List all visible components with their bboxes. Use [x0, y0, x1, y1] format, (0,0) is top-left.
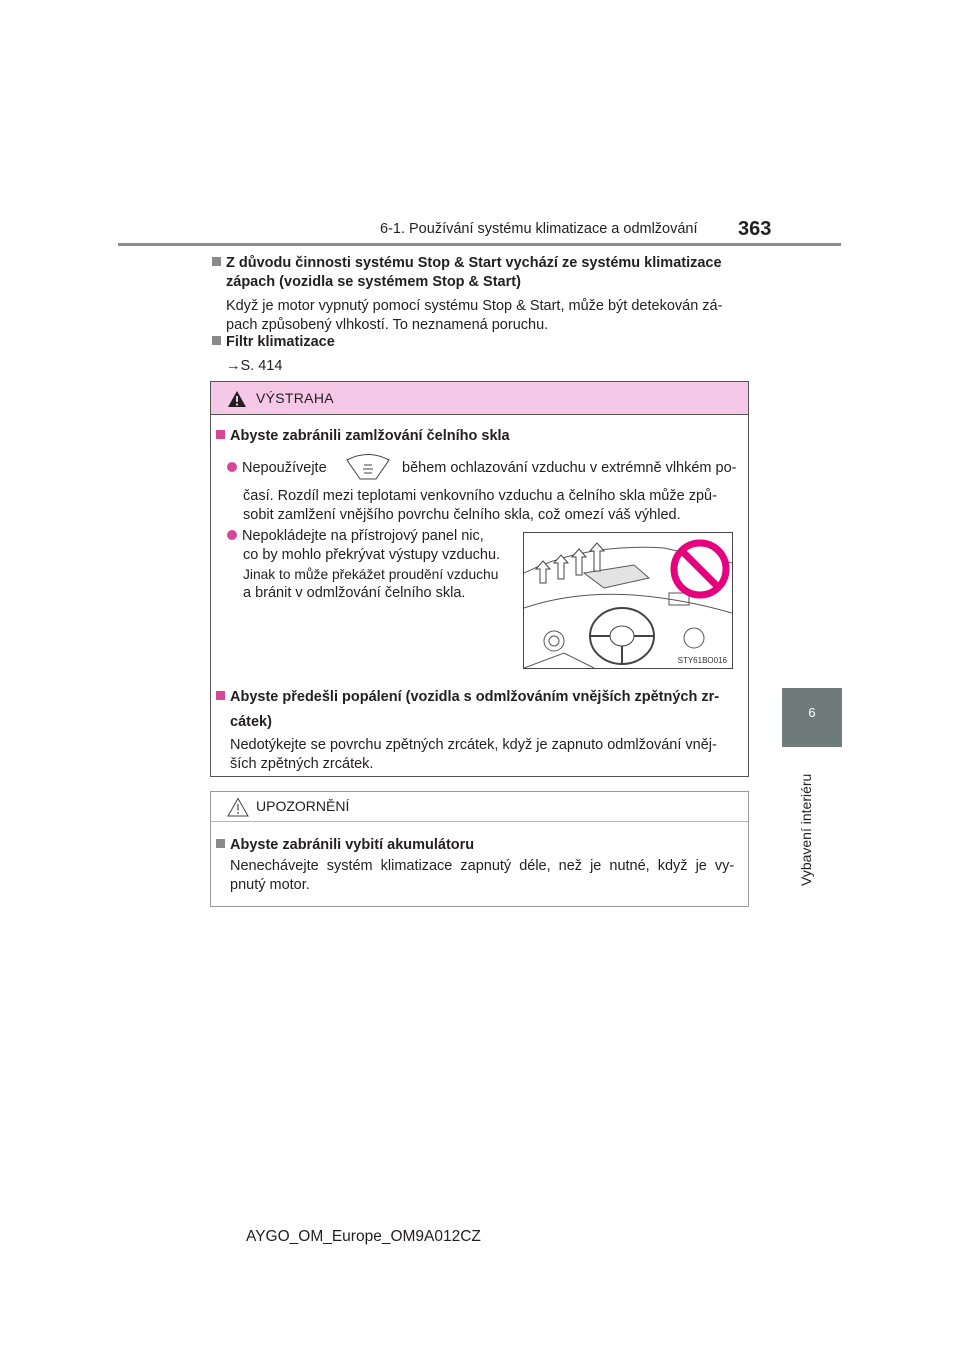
warning-triangle-icon: [227, 797, 249, 817]
bullet2-line2: co by mohlo překrývat výstupy vzduchu.: [243, 547, 501, 563]
burn-title-line1: Abyste předešli popálení (vozidla s odmlžováním vnějších zpětných zr-: [230, 689, 720, 705]
bullet2-line1: [227, 527, 517, 546]
dashboard-drawing: [524, 533, 732, 668]
battery-title-text: Abyste zabránili vybití akumulátoru: [230, 837, 475, 853]
battery-title: [216, 836, 744, 855]
bullet2-line4: a bránit v odmlžování čelního skla.: [243, 585, 466, 601]
bullet1-line2: časí. Rozdíl mezi teplotami venkovního vzduchu a čelního skla může způ-: [243, 488, 717, 504]
burn-body-line2: ších zpětných zrcátek.: [230, 756, 374, 772]
fog-title-text: Abyste zabránili zamlžování čelního skla: [230, 428, 510, 444]
battery-body-line2: pnutý motor.: [230, 877, 310, 893]
bullet1-line3: sobit zamlžení vnějšího povrchu čelního skla, což omezí váš výhled.: [243, 507, 681, 523]
dashboard-illustration: [523, 532, 733, 669]
bullet2-line3: Jinak to může překážet proudění vzduchu: [243, 567, 499, 582]
battery-body-line1: Nenechávejte systém klimatizace zapnutý déle, než je nutné, když je vy-: [230, 858, 735, 874]
page-number: 363: [738, 218, 772, 240]
square-bullet-icon: [216, 839, 225, 848]
bullet-dot-icon: [227, 530, 237, 540]
exhaust-title-line1: Z důvodu činnosti systému Stop & Start vychází ze systému klimatizace: [226, 255, 722, 271]
bullet1-post: během ochlazování vzduchu v extrémně vlhkém po-: [402, 460, 737, 476]
filter-title: [212, 333, 335, 352]
chapter-tab[interactable]: [782, 688, 842, 747]
chapter-label: [797, 756, 827, 886]
bullet1-pre: Nepoužívejte: [242, 460, 327, 476]
bullet1-line1: [216, 459, 744, 483]
burn-title: [216, 688, 744, 707]
windshield-defogger-icon: [344, 451, 392, 481]
notice-header-label: UPOZORNĚNÍ: [256, 798, 350, 814]
bullet-dot-icon: [227, 462, 237, 472]
square-bullet-icon: [216, 430, 225, 439]
filter-title-text: Filtr klimatizace: [226, 334, 335, 350]
burn-body-line1: Nedotýkejte se povrchu zpětných zrcátek, když je zapnuto odmlžování vněj-: [230, 737, 717, 753]
burn-block: [216, 688, 744, 774]
battery-block: [216, 836, 744, 895]
header-rule: [118, 243, 841, 246]
filter-page-link[interactable]: →S. 414: [226, 358, 283, 374]
square-bullet-icon: [216, 691, 225, 700]
burn-title-line2: cátek): [230, 714, 272, 730]
warning-header-label: VÝSTRAHA: [256, 390, 334, 406]
filter-section: [212, 333, 335, 376]
warning-triangle-icon: [227, 390, 247, 408]
warning-header: [211, 382, 748, 415]
square-bullet-icon: [212, 257, 221, 266]
document-code: AYGO_OM_Europe_OM9A012CZ: [246, 1228, 481, 1245]
no-entry-icon: [674, 543, 726, 595]
chapter-number: 6: [808, 705, 816, 720]
exhaust-body-line1: Když je motor vypnutý pomocí systému Stop & Start, může být detekován zá-: [226, 298, 723, 314]
exhaust-title-line2: zápach (vozidla se systémem Stop & Start): [226, 274, 521, 290]
notice-box: [210, 791, 749, 907]
section-title: 6-1. Používání systému klimatizace a odmlžování: [380, 221, 698, 237]
bullet2-block: [227, 527, 517, 603]
square-bullet-icon: [212, 336, 221, 345]
image-code: STY61BO016: [677, 656, 727, 665]
bullet2-line1-text: Nepokládejte na přístrojový panel nic,: [242, 528, 484, 544]
notice-header: [211, 792, 748, 822]
chapter-label-text: Vybavení interiéru: [798, 773, 814, 886]
warning-box: [210, 381, 749, 777]
exhaust-title: [212, 254, 748, 273]
fog-block: [216, 427, 744, 525]
exhaust-body-line2: pach způsobený vlhkostí. To neznamená poruchu.: [226, 317, 549, 333]
exhaust-section: [212, 254, 748, 335]
fog-title: [216, 427, 744, 446]
